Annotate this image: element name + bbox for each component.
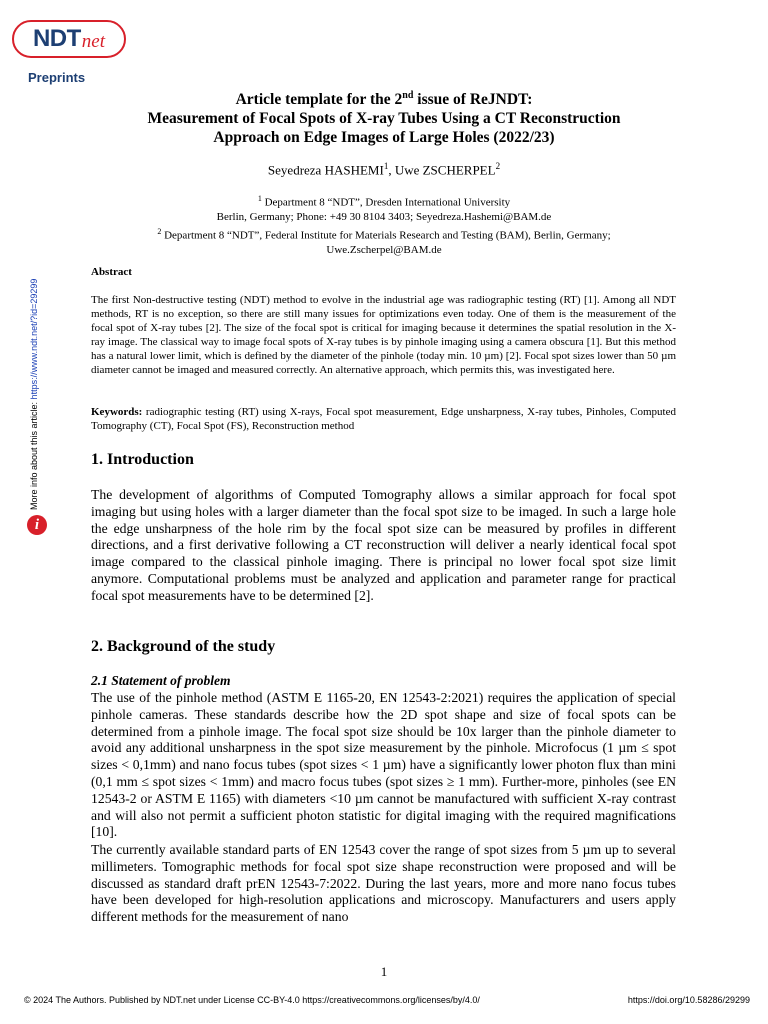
- title-line2: Measurement of Focal Spots of X-ray Tubes Using a CT Reconstruction: [147, 110, 621, 128]
- subsection-heading: 2.1 Statement of problem: [91, 673, 231, 688]
- author-list: [90, 161, 678, 178]
- title-line1-end: issue of ReJNDT:: [413, 91, 533, 109]
- sidebar-text: More info about this article:: [29, 399, 39, 510]
- paper-title: [90, 86, 678, 147]
- author-1-affil: 1: [383, 161, 389, 171]
- footer-license[interactable]: © 2024 The Authors. Published by NDT.net under License CC-BY-4.0 https://creativecommons.org/licenses/by/4.0/: [24, 995, 480, 1005]
- background-paragraph-2: The currently available standard parts of EN 12543 cover the range of spot sizes from 5 µm up to several millimeters. Tomographic methods for focal spot size shape reconstruction were proposed and will be discussed as standard draft prEN 12543-7:2022. During the last years, more and more nano focus tubes have been developed for high-resolution applications and microscopy. Manufacturers and users apply different methods for the measurement of nano: [91, 842, 676, 925]
- affil-2-line2: Uwe.Zscherpel@BAM.de: [326, 243, 442, 256]
- title-superscript: nd: [402, 90, 414, 101]
- section-introduction-heading: 1. Introduction: [91, 451, 194, 468]
- affiliations: [90, 192, 678, 257]
- page-number: 1: [380, 964, 388, 979]
- sidebar-article-link[interactable]: https://www.ndt.net/?id=29299: [29, 278, 39, 400]
- footer: [24, 995, 750, 1005]
- background-paragraph-1: The use of the pinhole method (ASTM E 1165-20, EN 12543-2:2021) requires the application of special pinhole cameras. These standards describe how the 2D spot shape and size of focal spots can be determined from a pinhole image. The focal spot size should be 10x larger than the pinhole diameter to avoid any additional unsharpness in the spot size measurement by the pinhole. Microfocus (1 µm ≤ spot sizes < 0,1mm) and nano focus tubes (spot sizes < 1 µm) have a significantly lower photon flux than mini (0,1 mm ≤ spot sizes < 1mm) and macro focus tubes (spot sizes ≥ 1 mm). Further-more, pinholes (see EN 12543-2 or ASTM E 1165) with diameters <10 µm cannot be manufactured with sufficient X-ray contrast and will also not permit a sufficient photon statistic for digital imaging with the required magnifications [10].: [91, 690, 676, 840]
- logo-net-text: net: [81, 31, 106, 52]
- affil-1-marker: 1: [257, 194, 262, 203]
- author-2-affil: 2: [495, 161, 501, 171]
- ndtnet-logo[interactable]: [12, 20, 126, 58]
- info-icon[interactable]: i: [27, 515, 47, 535]
- logo-ndt-text: NDT: [32, 25, 81, 52]
- affil-2-marker: 2: [157, 226, 162, 236]
- author-1: Seyedreza HASHEMI: [267, 162, 384, 178]
- footer-doi[interactable]: https://doi.org/10.58286/29299: [627, 995, 750, 1005]
- section-background-heading: 2. Background of the study: [91, 638, 276, 655]
- sidebar-article-info: [29, 279, 39, 510]
- keywords: [91, 405, 676, 433]
- author-2: , Uwe ZSCHERPEL: [388, 162, 496, 178]
- affil-1-line2: Berlin, Germany; Phone: +49 30 8104 3403; Seyedreza.Hashemi@BAM.de: [216, 211, 552, 224]
- title-line1: Article template for the 2: [235, 91, 403, 109]
- keywords-label: Keywords:: [91, 406, 143, 418]
- preprints-label: Preprints: [28, 70, 86, 85]
- section-introduction-text: The development of algorithms of Computed Tomography allows a similar approach for focal spot imaging but using holes with a larger diameter than the focal spot size to be imaged. In such a large hole the edge unsharpness of the hole rim by the focal spot size can be measured by profiles in different directions, and a first derivative following a CT reconstruction will deliver a nearly identical focal spot image compared to the classical pinhole imaging. There is principal no lower focal spot size limit anymore. Computational problems must be analyzed and application and parameter range for practical focal spot measurements have to be determined [2].: [91, 487, 676, 603]
- abstract-heading: Abstract: [91, 266, 132, 278]
- affil-1-line1: Department 8 “NDT”, Dresden International University: [261, 196, 511, 209]
- title-line3: Approach on Edge Images of Large Holes (2022/23): [213, 129, 555, 147]
- abstract-text: The first Non-destructive testing (NDT) method to evolve in the industrial age was radiographic testing (RT) [1]. Among all NDT methods, RT is no exception, so there are still many issues for optimizations even today. One of them is the measurement of the focal spot of X-ray tubes [2]. The size of the focal spot is critical for imaging because it determines the spatial resolution in the X-ray image. The classical way to image focal spots of X-ray tubes is by pinhole imaging using a camera obscura [1]. But this method has a natural lower limit, which is defined by the diameter of the pinhole (today min. 10 µm) [2]. Focal spot sizes lower than 50 µm diameter cannot be imaged and measured correctly. An alternative approach, which permits this, was investigated here.: [91, 294, 676, 376]
- keywords-text: radiographic testing (RT) using X-rays, Focal spot measurement, Edge unsharpness, X-ray tubes, Pinholes, Computed Tomography (CT), Focal Spot (FS), Reconstruction method: [91, 406, 676, 432]
- affil-2-line1: Department 8 “NDT”, Federal Institute for Materials Research and Testing (BAM), Berlin, Germany;: [161, 229, 611, 242]
